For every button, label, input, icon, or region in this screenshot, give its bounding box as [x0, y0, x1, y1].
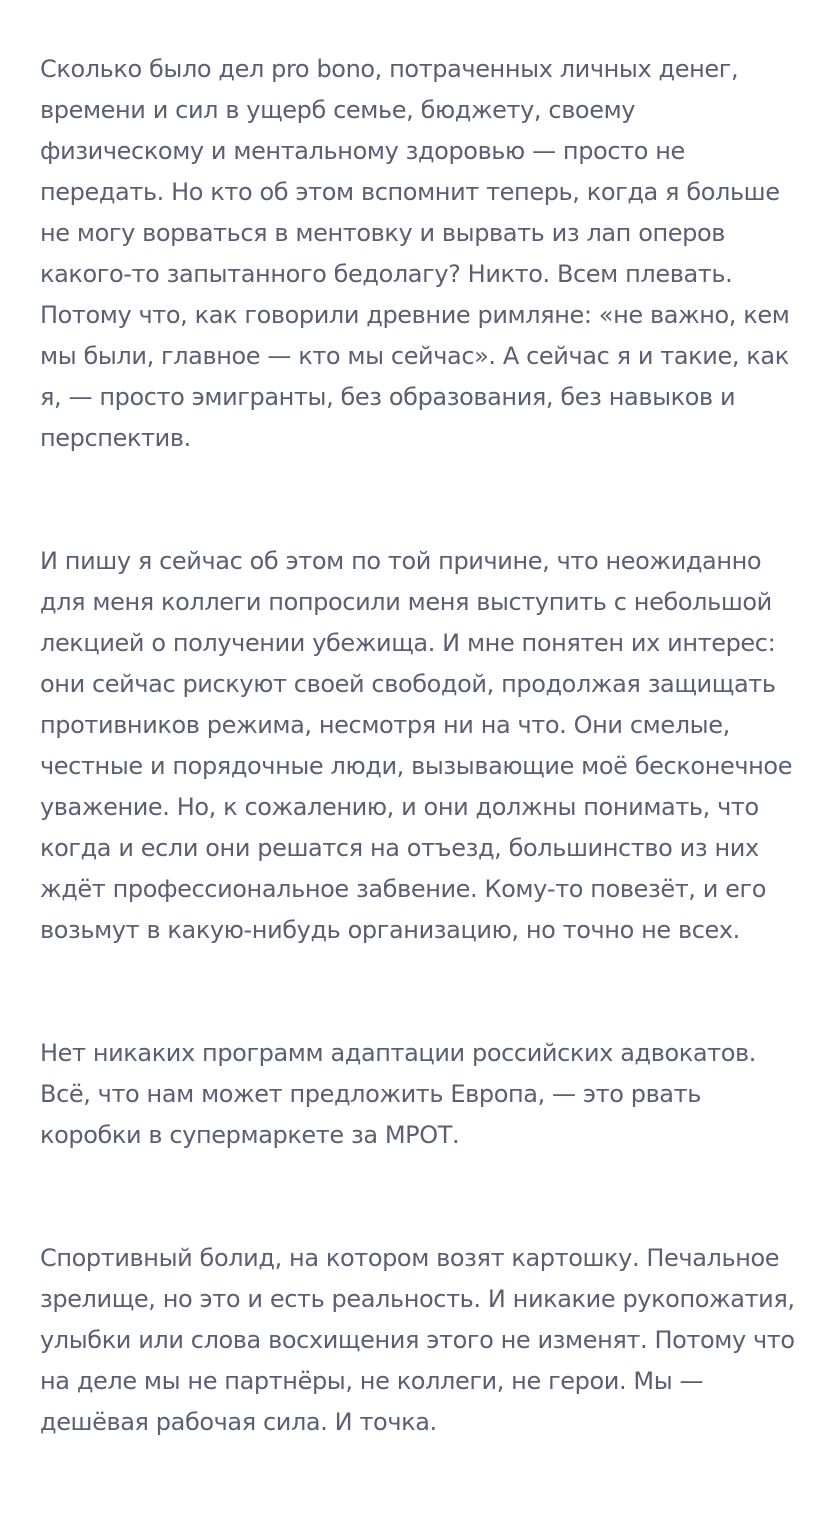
paragraph-2: И пишу я сейчас об этом по той причине, что неожиданно для меня коллеги попросили меня выступить с небольшой лекцией о получении убежища. И мне понятен их интерес: они сейчас рискуют своей свободой, продолжая защищать противников режима, несмотря ни на что. Они смелые, честные и порядочные люди, вызывающие моё бесконечное уважение. Но, к сожалению, и они должны понимать, что когда и если они решатся на отъезд, большинство из них ждёт профессиональное забвение. Кому-то повезёт, и его возьмут в какую-нибудь организацию, но точно не всех. [40, 547, 793, 944]
paragraph-3: Нет никаких программ адаптации российских адвокатов. Всё, что нам может предложить Европа, — это рвать коробки в супермаркете за МРОТ. [40, 1039, 756, 1149]
article-body [40, 8, 810, 1525]
paragraph-4: Спортивный болид, на котором возят картошку. Печальное зрелище, но это и есть реальность. И никакие рукопожатия, улыбки или слова восхищения этого не изменят. Потому что на деле мы не партнёры, не коллеги, не герои. Мы — дешёвая рабочая сила. И точка. [40, 1244, 795, 1436]
paragraph-1: Сколько было дел pro bono, потраченных личных денег, времени и сил в ущерб семье, бюджету, своему физическому и ментальному здоровью — просто не передать. Но кто об этом вспомнит теперь, когда я больше не могу ворваться в ментовку и вырвать из лап оперов какого-то запытанного бедолагу? Никто. Всем плевать. Потому что, как говорили древние римляне: «не важно, кем мы были, главное — кто мы сейчас». А сейчас я и такие, как я, — просто эмигранты, без образования, без навыков и перспектив. [40, 55, 790, 452]
